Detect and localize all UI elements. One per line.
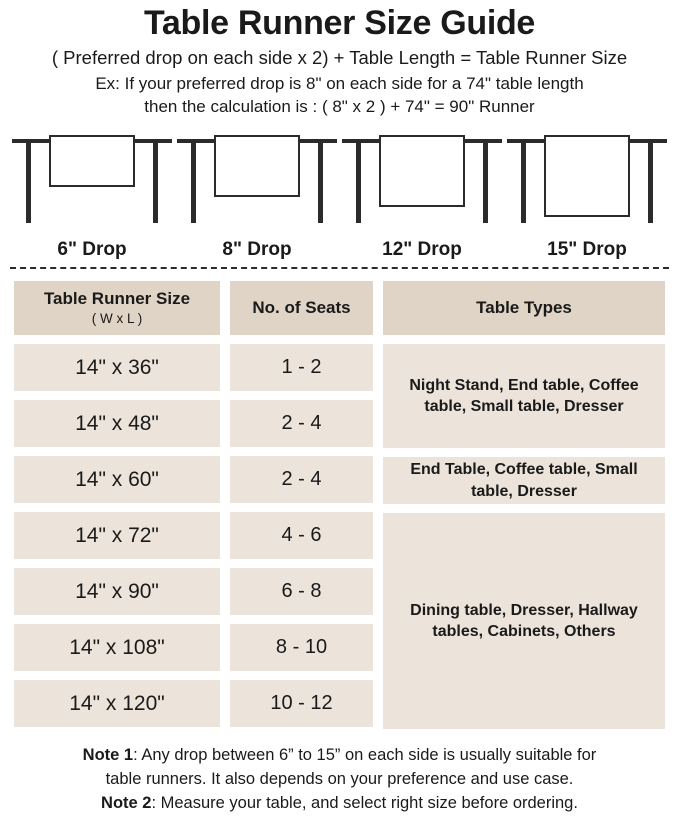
example-block [8,73,671,119]
note-1-line-2: table runners. It also depends on your preference and use case. [105,770,574,789]
runner-shape [49,135,135,187]
table-row: 6 - 8 [230,568,373,615]
runner-shape [544,135,630,217]
drop-diagram-12 [342,131,502,235]
drop-label-6: 6" Drop [57,239,127,261]
table-leg-right [648,143,653,223]
table-leg-right [153,143,158,223]
table-row: Dining table, Dresser, Hallway tables, Cabinets, Others [383,513,665,729]
header-runner-size [14,281,220,335]
runner-shape [379,135,465,207]
table-row: 8 - 10 [230,624,373,671]
drop-labels-row [8,239,671,261]
column-table-types [383,281,665,738]
example-line-1: Ex: If your preferred drop is 8" on each side for a 74" table length [95,74,584,94]
column-seats [230,281,373,738]
size-guide-page [0,4,679,830]
table-row: 14" x 90" [14,568,220,615]
table-row: 14" x 36" [14,344,220,391]
drop-diagram-6 [12,131,172,235]
note-1-label: Note 1 [82,746,134,765]
table-leg-right [483,143,488,223]
size-table [8,281,671,738]
table-row: 14" x 72" [14,512,220,559]
note-2-label: Note 2 [101,793,152,812]
table-row: 4 - 6 [230,512,373,559]
header-runner-size-sub: ( W x L ) [91,311,143,327]
table-row: 14" x 108" [14,624,220,671]
table-row: 10 - 12 [230,680,373,727]
table-row: Night Stand, End table, Coffee table, Small table, Dresser [383,344,665,448]
drop-diagram-15 [507,131,667,235]
note-2-line [16,792,663,816]
notes-section [8,744,671,816]
header-table-types-label: Table Types [476,297,572,317]
example-line-2: then the calculation is : ( 8" x 2 ) + 74" = 90" Runner [144,97,535,117]
dashed-divider [10,267,669,269]
note-1-text: : Any drop between 6” to 15” on each side is usually suitable for [133,746,597,765]
table-row: 14" x 120" [14,680,220,727]
header-seats-label: No. of Seats [252,297,351,317]
table-row: 2 - 4 [230,400,373,447]
runner-shape [214,135,300,197]
header-table-types [383,281,665,335]
table-leg-left [356,143,361,223]
table-leg-left [191,143,196,223]
note-1-line-1 [16,744,663,768]
table-row: End Table, Coffee table, Small table, Dresser [383,457,665,504]
header-runner-size-label: Table Runner Size [43,288,191,308]
table-leg-left [26,143,31,223]
drop-label-12: 12" Drop [382,239,462,261]
drop-label-15: 15" Drop [547,239,627,261]
table-leg-right [318,143,323,223]
page-title: Table Runner Size Guide [143,4,536,42]
note-2-text: : Measure your table, and select right size before ordering. [151,793,578,812]
drop-diagram-8 [177,131,337,235]
formula-text: ( Preferred drop on each side x 2) + Table Length = Table Runner Size [51,47,628,69]
drop-diagrams [8,129,671,235]
column-runner-size [14,281,220,738]
table-row: 1 - 2 [230,344,373,391]
header-seats [230,281,373,335]
table-leg-left [521,143,526,223]
table-row: 14" x 48" [14,400,220,447]
table-row: 2 - 4 [230,456,373,503]
drop-label-8: 8" Drop [222,239,292,261]
table-row: 14" x 60" [14,456,220,503]
